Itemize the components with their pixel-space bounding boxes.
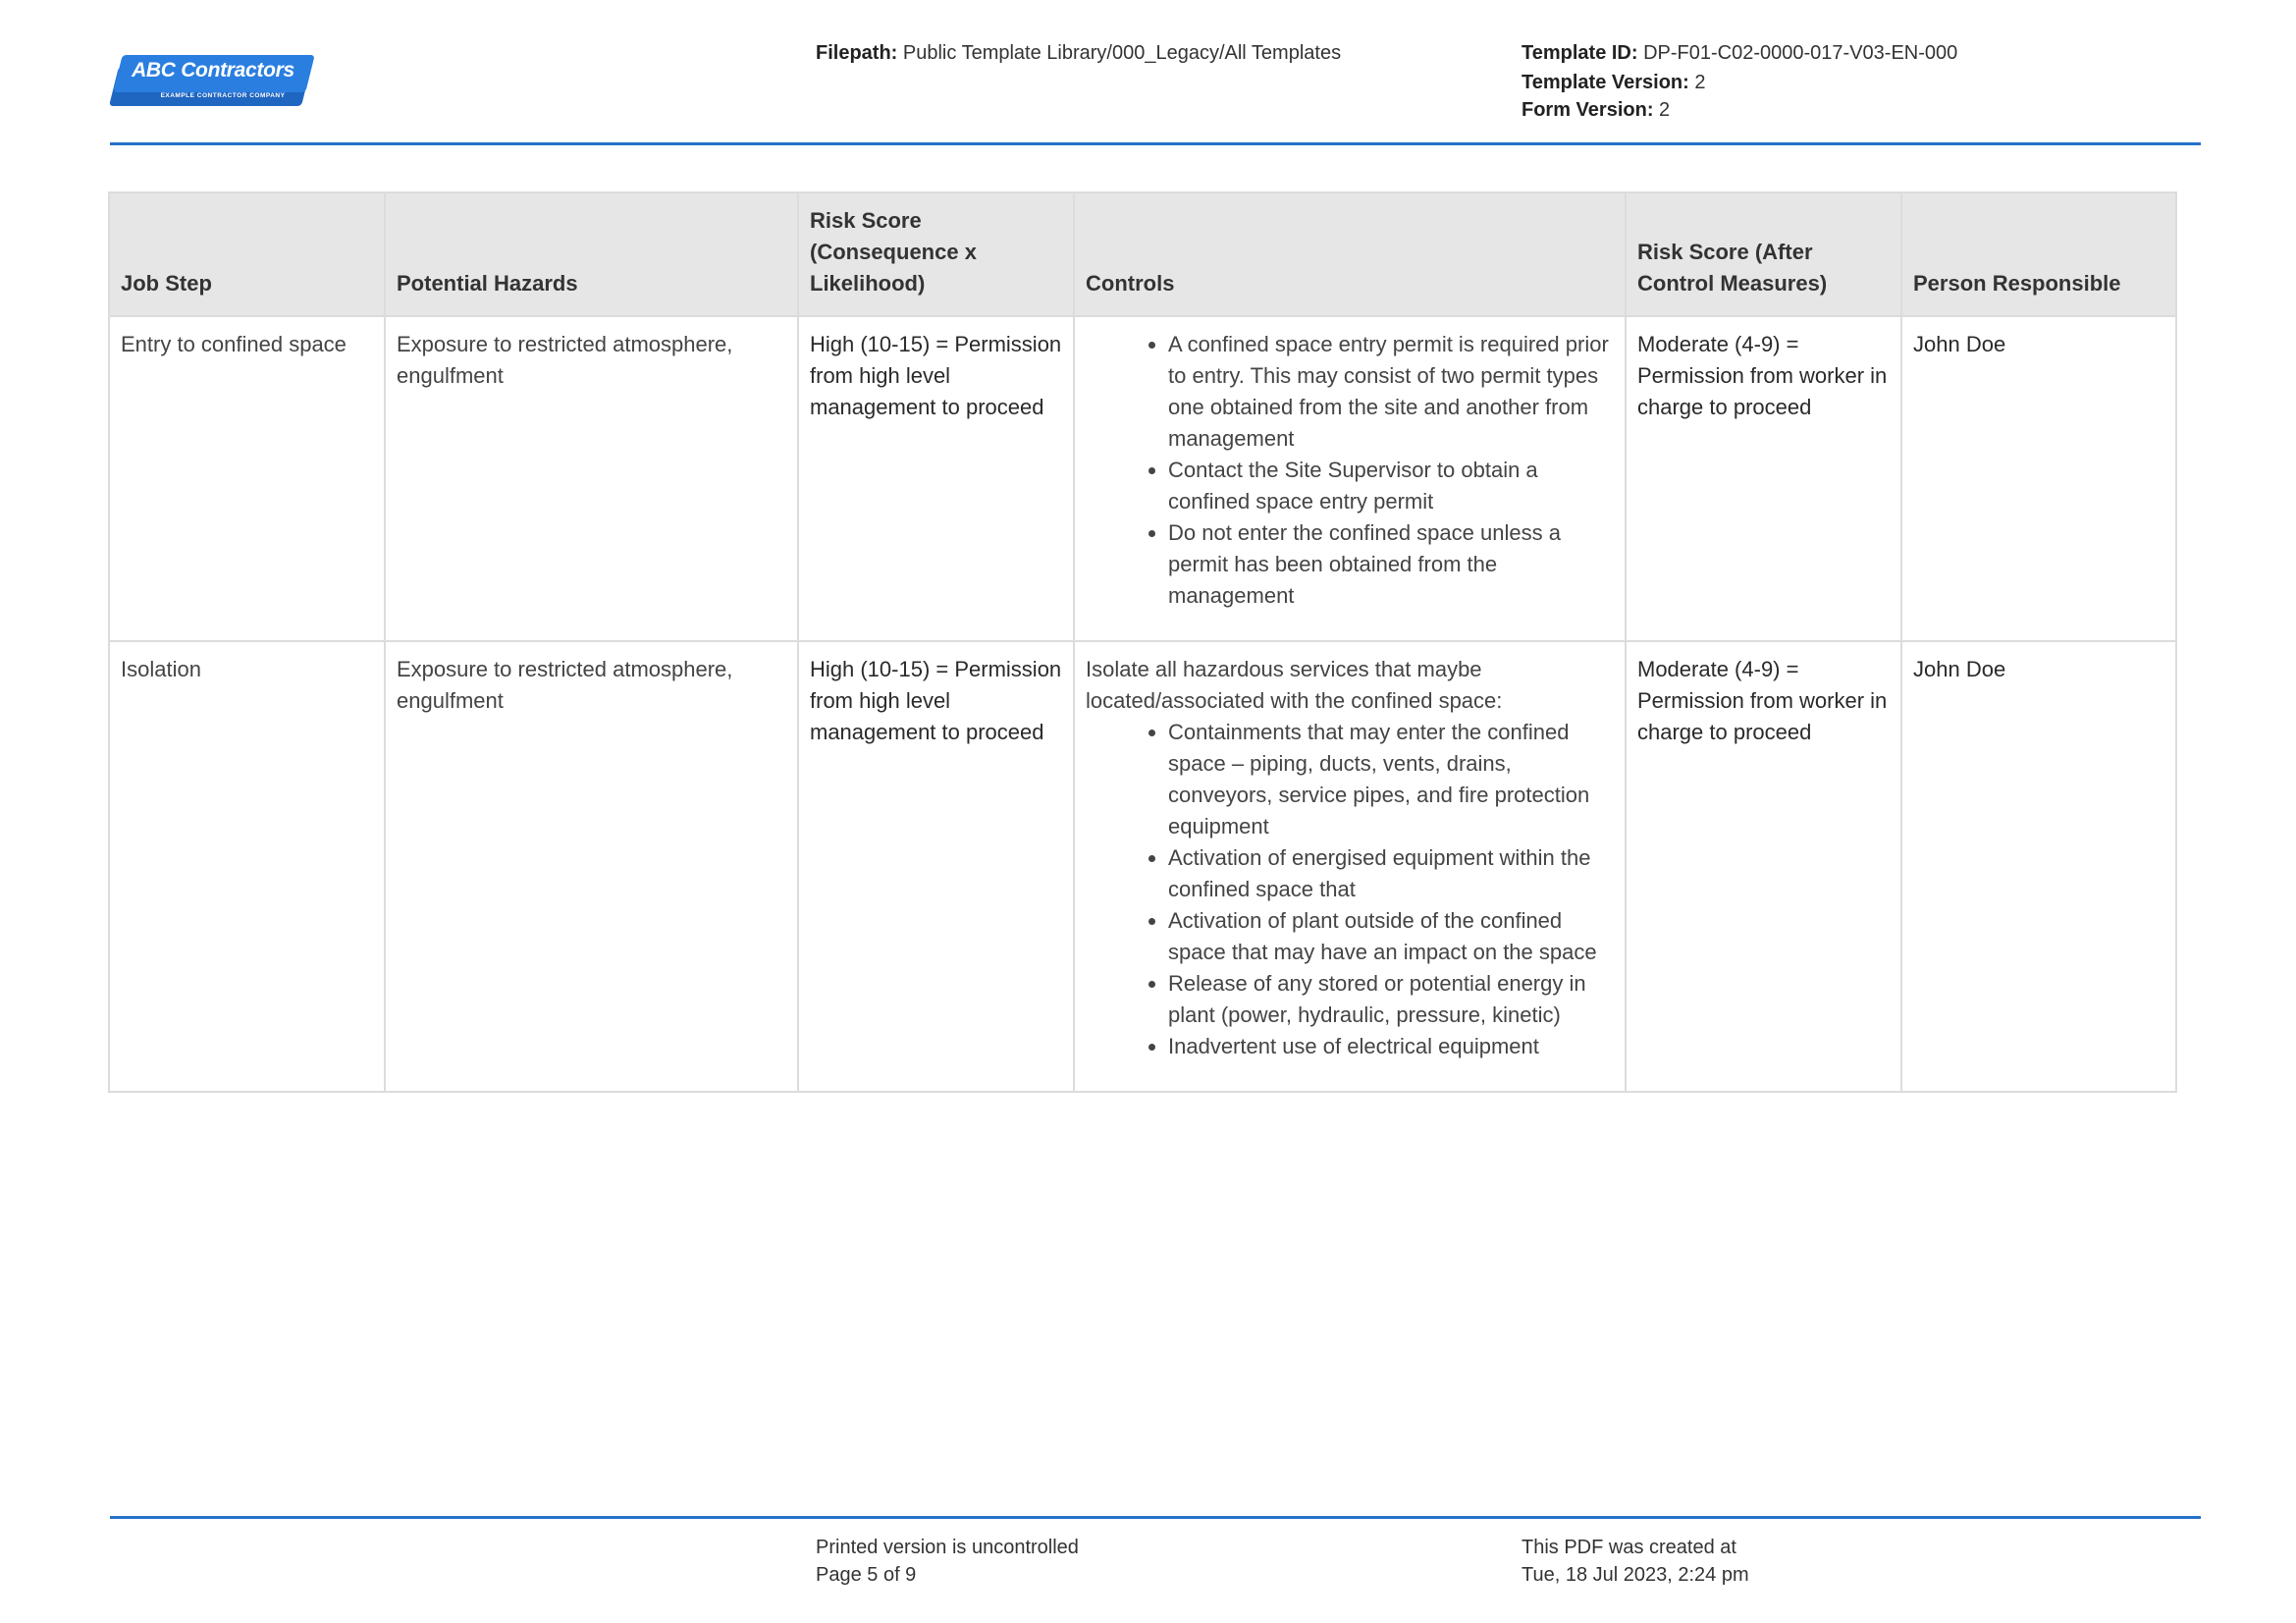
form-version-label: Form Version:: [1522, 99, 1654, 121]
controls-list: [1086, 717, 1614, 1062]
header-risk-score-after: Risk Score (After Control Measures): [1626, 192, 1901, 316]
list-item: • Containments that may enter the confined space – piping, ducts, vents, drains, conveyors, service pipes, and fire protection equipment: [1168, 717, 1614, 842]
cell-risk-after: Moderate (4-9) = Permission from worker in charge to proceed: [1626, 641, 1901, 1092]
list-item: • Activation of plant outside of the confined space that may have an impact on the space: [1168, 905, 1614, 968]
controls-intro: Isolate all hazardous services that maybe located/associated with the confined space:: [1086, 657, 1503, 713]
template-version-line: [1522, 69, 1705, 96]
cell-person: John Doe: [1901, 316, 2176, 641]
table-row: [109, 316, 2176, 641]
header-potential-hazards: Potential Hazards: [385, 192, 798, 316]
controls-list: [1086, 329, 1614, 612]
cell-person: John Doe: [1901, 641, 2176, 1092]
cell-risk-after: Moderate (4-9) = Permission from worker in charge to proceed: [1626, 316, 1901, 641]
list-item: • Activation of energised equipment within the confined space that: [1168, 842, 1614, 905]
created-label: This PDF was created at: [1522, 1537, 1736, 1558]
list-item: • A confined space entry permit is required prior to entry. This may consist of two permit types one obtained from the site and another from management: [1168, 329, 1614, 455]
cell-controls: [1074, 641, 1626, 1092]
page-number: Page 5 of 9: [816, 1564, 917, 1586]
list-item: • Do not enter the confined space unless a permit has been obtained from the management: [1168, 517, 1614, 612]
list-item: • Inadvertent use of electrical equipment: [1168, 1031, 1614, 1062]
cell-controls: [1074, 316, 1626, 641]
logo-tagline: EXAMPLE CONTRACTOR COMPANY: [160, 92, 286, 99]
cell-hazards: Exposure to restricted atmosphere, engulfment: [385, 641, 798, 1092]
table-row: [109, 641, 2176, 1092]
list-item: • Contact the Site Supervisor to obtain a confined space entry permit: [1168, 455, 1614, 517]
header-person-responsible: Person Responsible: [1901, 192, 2176, 316]
cell-risk-score: High (10-15) = Permission from high level management to proceed: [798, 316, 1074, 641]
risk-assessment-table: [108, 191, 2177, 1093]
filepath-line: [816, 39, 1341, 67]
footer-divider: [110, 1516, 2201, 1519]
form-version-value: 2: [1659, 99, 1671, 121]
table-header-row: [109, 192, 2176, 316]
list-item: • Release of any stored or potential energy in plant (power, hydraulic, pressure, kinetic): [1168, 968, 1614, 1031]
filepath-label: Filepath:: [816, 42, 898, 64]
logo-name: ABC Contractors: [132, 59, 294, 81]
created-date: Tue, 18 Jul 2023, 2:24 pm: [1522, 1564, 1749, 1586]
header-controls: Controls: [1074, 192, 1626, 316]
template-id-label: Template ID:: [1522, 42, 1638, 64]
cell-job-step: Entry to confined space: [109, 316, 385, 641]
header-divider: [110, 142, 2201, 145]
template-id-line: [1522, 39, 1957, 67]
printed-notice: Printed version is uncontrolled: [816, 1537, 1079, 1558]
template-id-value: DP-F01-C02-0000-017-V03-EN-000: [1643, 42, 1958, 64]
cell-hazards: Exposure to restricted atmosphere, engulfment: [385, 316, 798, 641]
header-job-step: Job Step: [109, 192, 385, 316]
cell-job-step: Isolation: [109, 641, 385, 1092]
header-risk-score: Risk Score (Consequence x Likelihood): [798, 192, 1074, 316]
filepath-value: Public Template Library/000_Legacy/All Templates: [902, 42, 1342, 64]
company-logo: [110, 53, 316, 112]
cell-risk-score: High (10-15) = Permission from high level management to proceed: [798, 641, 1074, 1092]
form-version-line: [1522, 96, 1670, 124]
template-version-label: Template Version:: [1522, 72, 1689, 93]
template-version-value: 2: [1694, 72, 1706, 93]
